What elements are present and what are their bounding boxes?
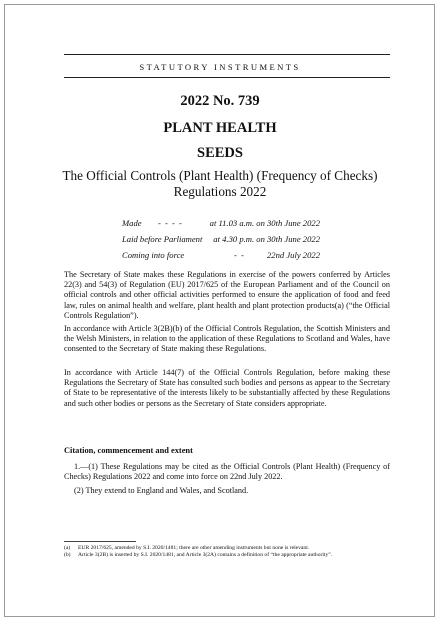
- date-label: Laid before Parliament: [122, 234, 203, 244]
- dates-table: [122, 218, 320, 266]
- date-row-in-force: [122, 250, 320, 266]
- date-label: Made: [122, 218, 142, 228]
- date-leader: - -: [234, 250, 245, 260]
- preamble-paragraph-1: The Secretary of State makes these Regulations in exercise of the powers conferred by Articles 22(3) and 54(3) of Regulation (EU) 2017/625 of the European Parliament and of the Council on official controls and other official activities performed to ensure the application of food and feed law, rules on animal health and welfare, plant health and plant protection products(a) (“the Official Controls Regulation”).: [64, 270, 390, 320]
- section-heading: Citation, commencement and extent: [64, 446, 193, 455]
- si-number: 2022 No. 739: [180, 93, 260, 109]
- provision-1: 1.—(1) These Regulations may be cited as the Official Controls (Plant Health) (Frequency of Checks) Regulations 2022 and come into force on 22nd July 2022.: [64, 462, 390, 482]
- date-label: Coming into force: [122, 250, 185, 260]
- subsubject-heading: SEEDS: [197, 145, 243, 161]
- footnote-b: [64, 552, 394, 559]
- footnote-rule: [64, 541, 136, 542]
- date-value: at 4.30 p.m. on 30th June 2022: [213, 234, 320, 244]
- date-leader: - - - -: [158, 218, 183, 228]
- preamble-paragraph-3: In accordance with Article 144(7) of the Official Controls Regulation, before making these Regulations the Secretary of State has consulted such bodies and persons as appear to the Secretary of State to be representative of the interests likely to be substantially affected by these Regulations and such other bodies or persons as the Secretary of State considers appropriate.: [64, 368, 390, 408]
- footnote-mark: (a): [64, 545, 71, 551]
- series-label: STATUTORY INSTRUMENTS: [139, 62, 301, 72]
- provision-2: (2) They extend to England and Wales, and Scotland.: [74, 486, 249, 495]
- date-row-laid: [122, 234, 320, 250]
- footnote-a: [64, 545, 394, 552]
- title-line-1: The Official Controls (Plant Health) (Frequency of Checks): [62, 168, 378, 183]
- footnote-text: EUR 2017/625, amended by S.I. 2020/1481; there are other amending instruments but none is relevant.: [78, 545, 310, 551]
- instrument-title: [0, 168, 440, 200]
- date-row-made: [122, 218, 320, 234]
- header-rule-bottom: [64, 77, 390, 78]
- title-line-2: Regulations 2022: [173, 184, 267, 199]
- footnote-mark: (b): [64, 552, 71, 558]
- date-value: at 11.03 a.m. on 30th June 2022: [209, 218, 320, 228]
- preamble-paragraph-2: In accordance with Article 3(2B)(b) of the Official Controls Regulation, the Scottish Ministers and the Welsh Ministers, in relation to the application of these Regulations to Scotland and Wales, have consented to the Secretary of State making these Regulations.: [64, 324, 390, 354]
- subject-heading: PLANT HEALTH: [163, 120, 277, 136]
- date-value: 22nd July 2022: [267, 250, 320, 260]
- footnote-text: Article 3(2B) is inserted by S.I. 2020/1481, and Article 3(2A) contains a definition of “the appropriate authority”.: [78, 552, 333, 558]
- header-rule-top: [64, 54, 390, 55]
